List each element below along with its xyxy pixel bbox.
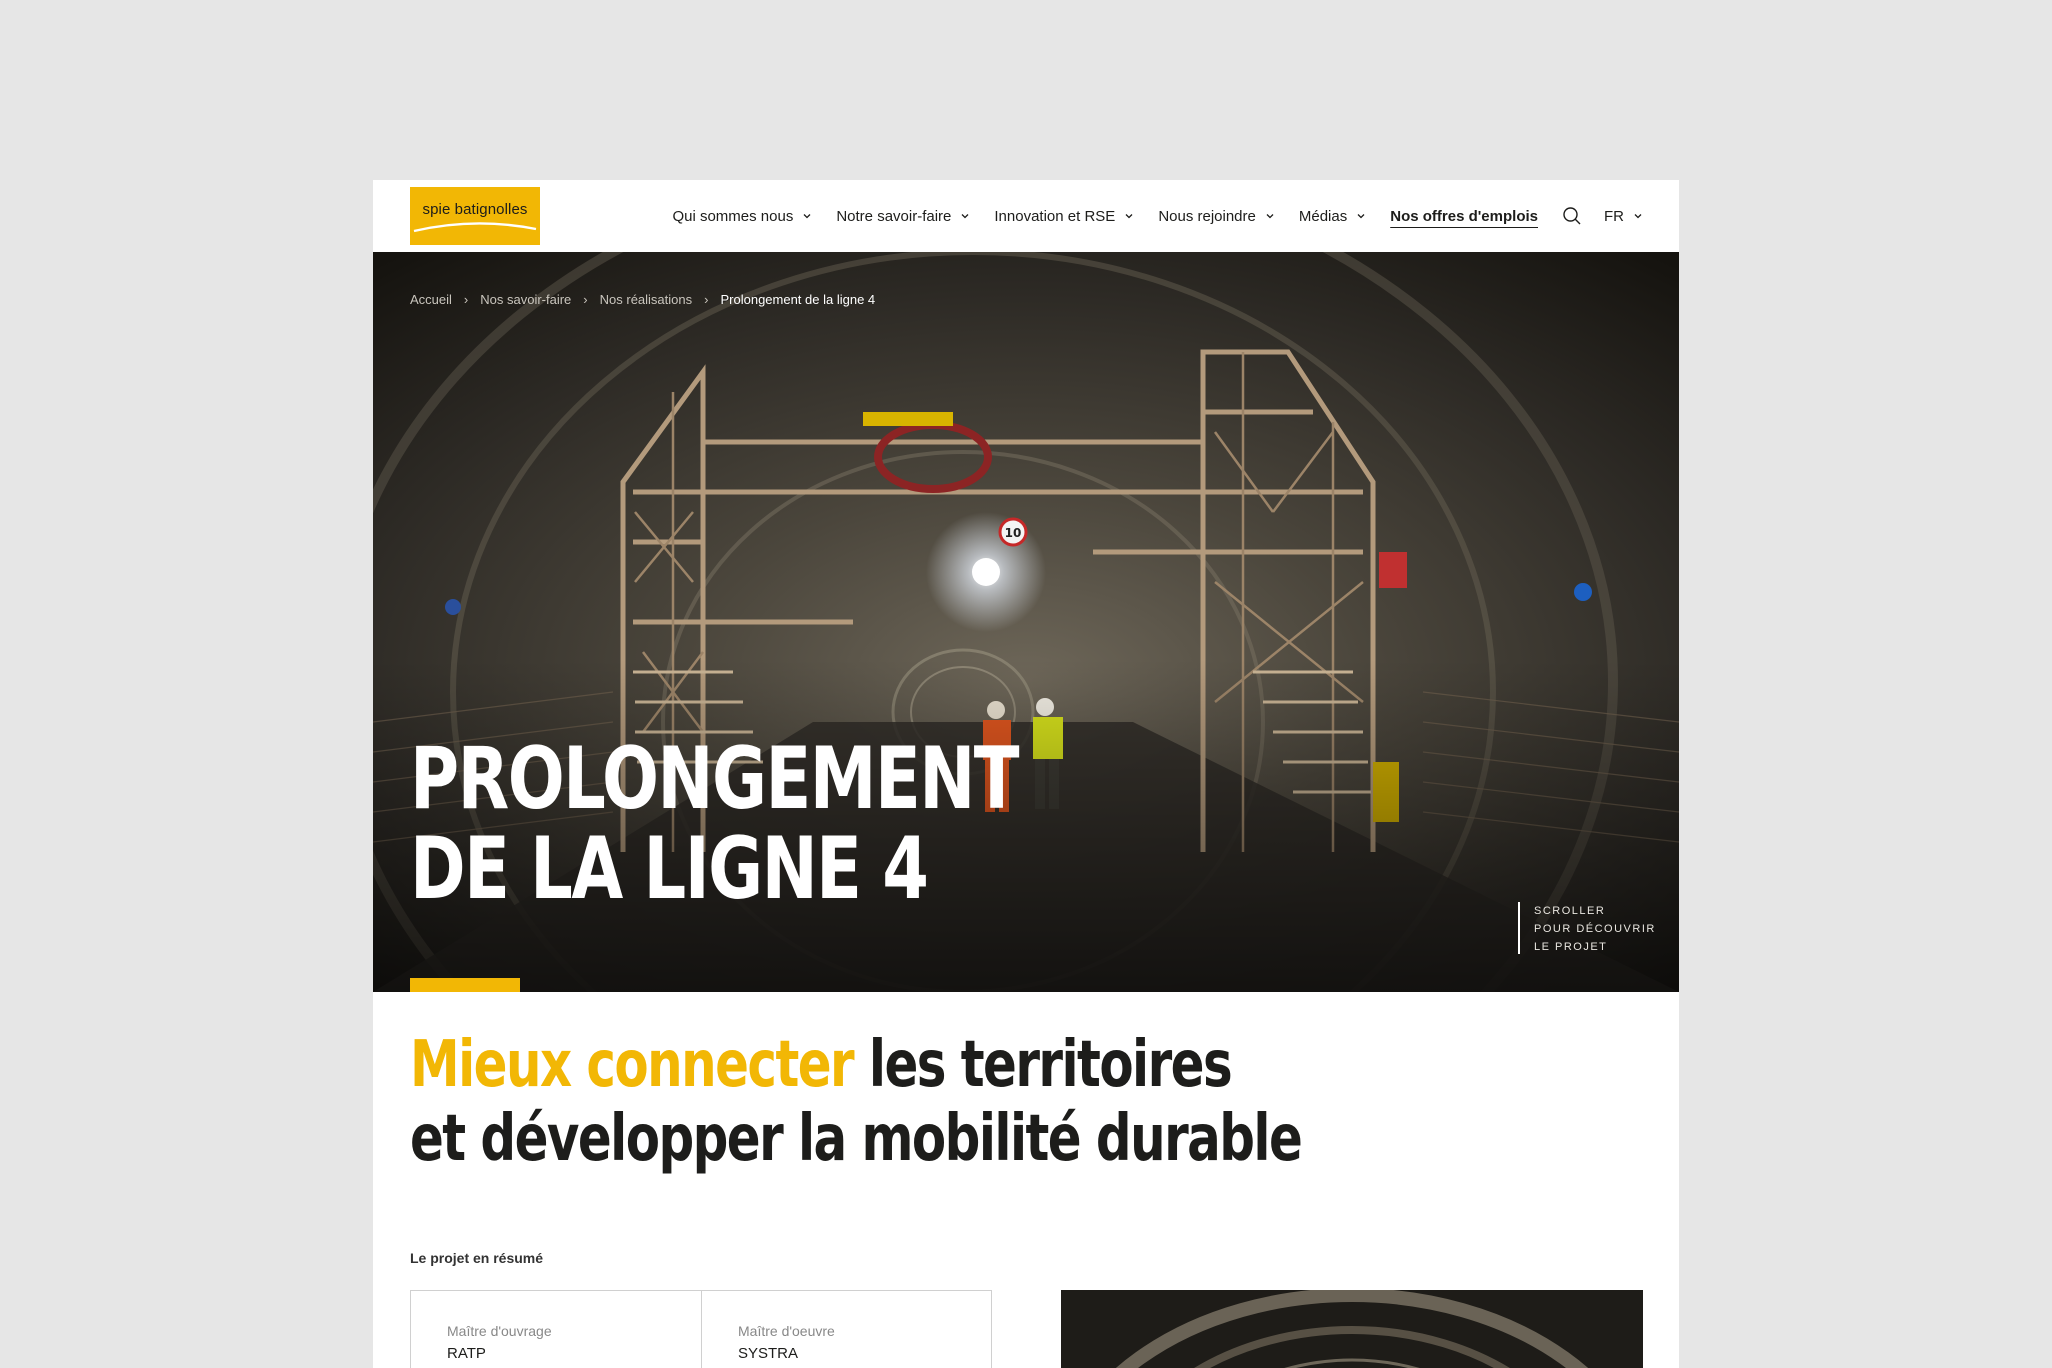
nav-item-label: Qui sommes nous	[672, 207, 794, 225]
breadcrumb-chevron-icon: ›	[583, 292, 588, 307]
nav-item-nous-rejoindre[interactable]	[1158, 208, 1275, 225]
summary-cell-value: RATP	[447, 1345, 486, 1362]
breadcrumb-link[interactable]: Nos réalisations	[599, 292, 693, 307]
logo-text: spie batignolles	[422, 201, 528, 218]
breadcrumb-chevron-icon: ›	[704, 292, 709, 307]
nav-item-innovation-rse[interactable]	[994, 208, 1134, 225]
intro-highlight: Mieux connecter	[410, 1028, 854, 1102]
main-nav	[672, 180, 1679, 252]
search-icon[interactable]	[1562, 206, 1582, 226]
breadcrumb-link[interactable]: Accueil	[410, 292, 452, 307]
scroll-hint-line: LE PROJET	[1534, 941, 1608, 953]
project-photo	[1061, 1290, 1643, 1368]
accent-tab	[410, 978, 520, 992]
nav-cta-label: Nos offres d'emplois	[1390, 207, 1538, 225]
intro-headline	[410, 1028, 1301, 1176]
summary-table	[410, 1290, 992, 1368]
language-selector[interactable]	[1604, 208, 1643, 225]
intro-headline-line	[410, 1028, 1301, 1102]
breadcrumb-link[interactable]: Nos savoir-faire	[480, 292, 572, 307]
nav-item-label: Nous rejoindre	[1158, 207, 1256, 225]
chevron-down-icon	[1633, 211, 1643, 221]
summary-cell-label: Maître d'ouvrage	[447, 1323, 552, 1339]
site-header	[373, 180, 1679, 252]
language-label: FR	[1604, 207, 1624, 225]
brand-logo[interactable]	[410, 187, 540, 245]
chevron-down-icon	[1124, 211, 1134, 221]
tunnel-ring-photo	[1061, 1290, 1643, 1368]
page-title	[410, 729, 1018, 919]
nav-job-offers-link[interactable]	[1390, 208, 1538, 225]
nav-item-qui-sommes-nous[interactable]	[672, 208, 812, 225]
scroll-hint-line: POUR DÉCOUVRIR	[1534, 923, 1656, 935]
breadcrumb-current: Prolongement de la ligne 4	[720, 292, 876, 307]
chevron-down-icon	[960, 211, 970, 221]
summary-heading: Le projet en résumé	[410, 1250, 544, 1266]
nav-item-label: Médias	[1298, 207, 1348, 225]
chevron-down-icon	[802, 211, 812, 221]
summary-cell-engineer	[701, 1291, 991, 1368]
breadcrumb	[410, 292, 875, 307]
intro-text: les territoires	[853, 1028, 1232, 1102]
chevron-down-icon	[1356, 211, 1366, 221]
page-title-line: PROLONGEMENT	[410, 729, 1018, 829]
breadcrumb-chevron-icon: ›	[463, 292, 469, 307]
nav-item-label: Innovation et RSE	[994, 207, 1116, 225]
nav-item-savoir-faire[interactable]	[836, 208, 970, 225]
summary-cell-owner	[411, 1291, 701, 1368]
chevron-down-icon	[1265, 211, 1275, 221]
scroll-hint[interactable]	[1518, 902, 1656, 954]
page	[373, 180, 1679, 1368]
summary-cell-label: Maître d'oeuvre	[738, 1323, 835, 1339]
scroll-hint-line: SCROLLER	[1534, 905, 1606, 917]
nav-item-label: Notre savoir-faire	[836, 207, 952, 225]
summary-cell-value: SYSTRA	[738, 1345, 799, 1362]
intro-headline-line: et développer la mobilité durable	[410, 1102, 1302, 1176]
page-title-line: DE LA LIGNE 4	[410, 819, 928, 919]
hero-section	[373, 252, 1679, 992]
nav-item-medias[interactable]	[1299, 208, 1366, 225]
